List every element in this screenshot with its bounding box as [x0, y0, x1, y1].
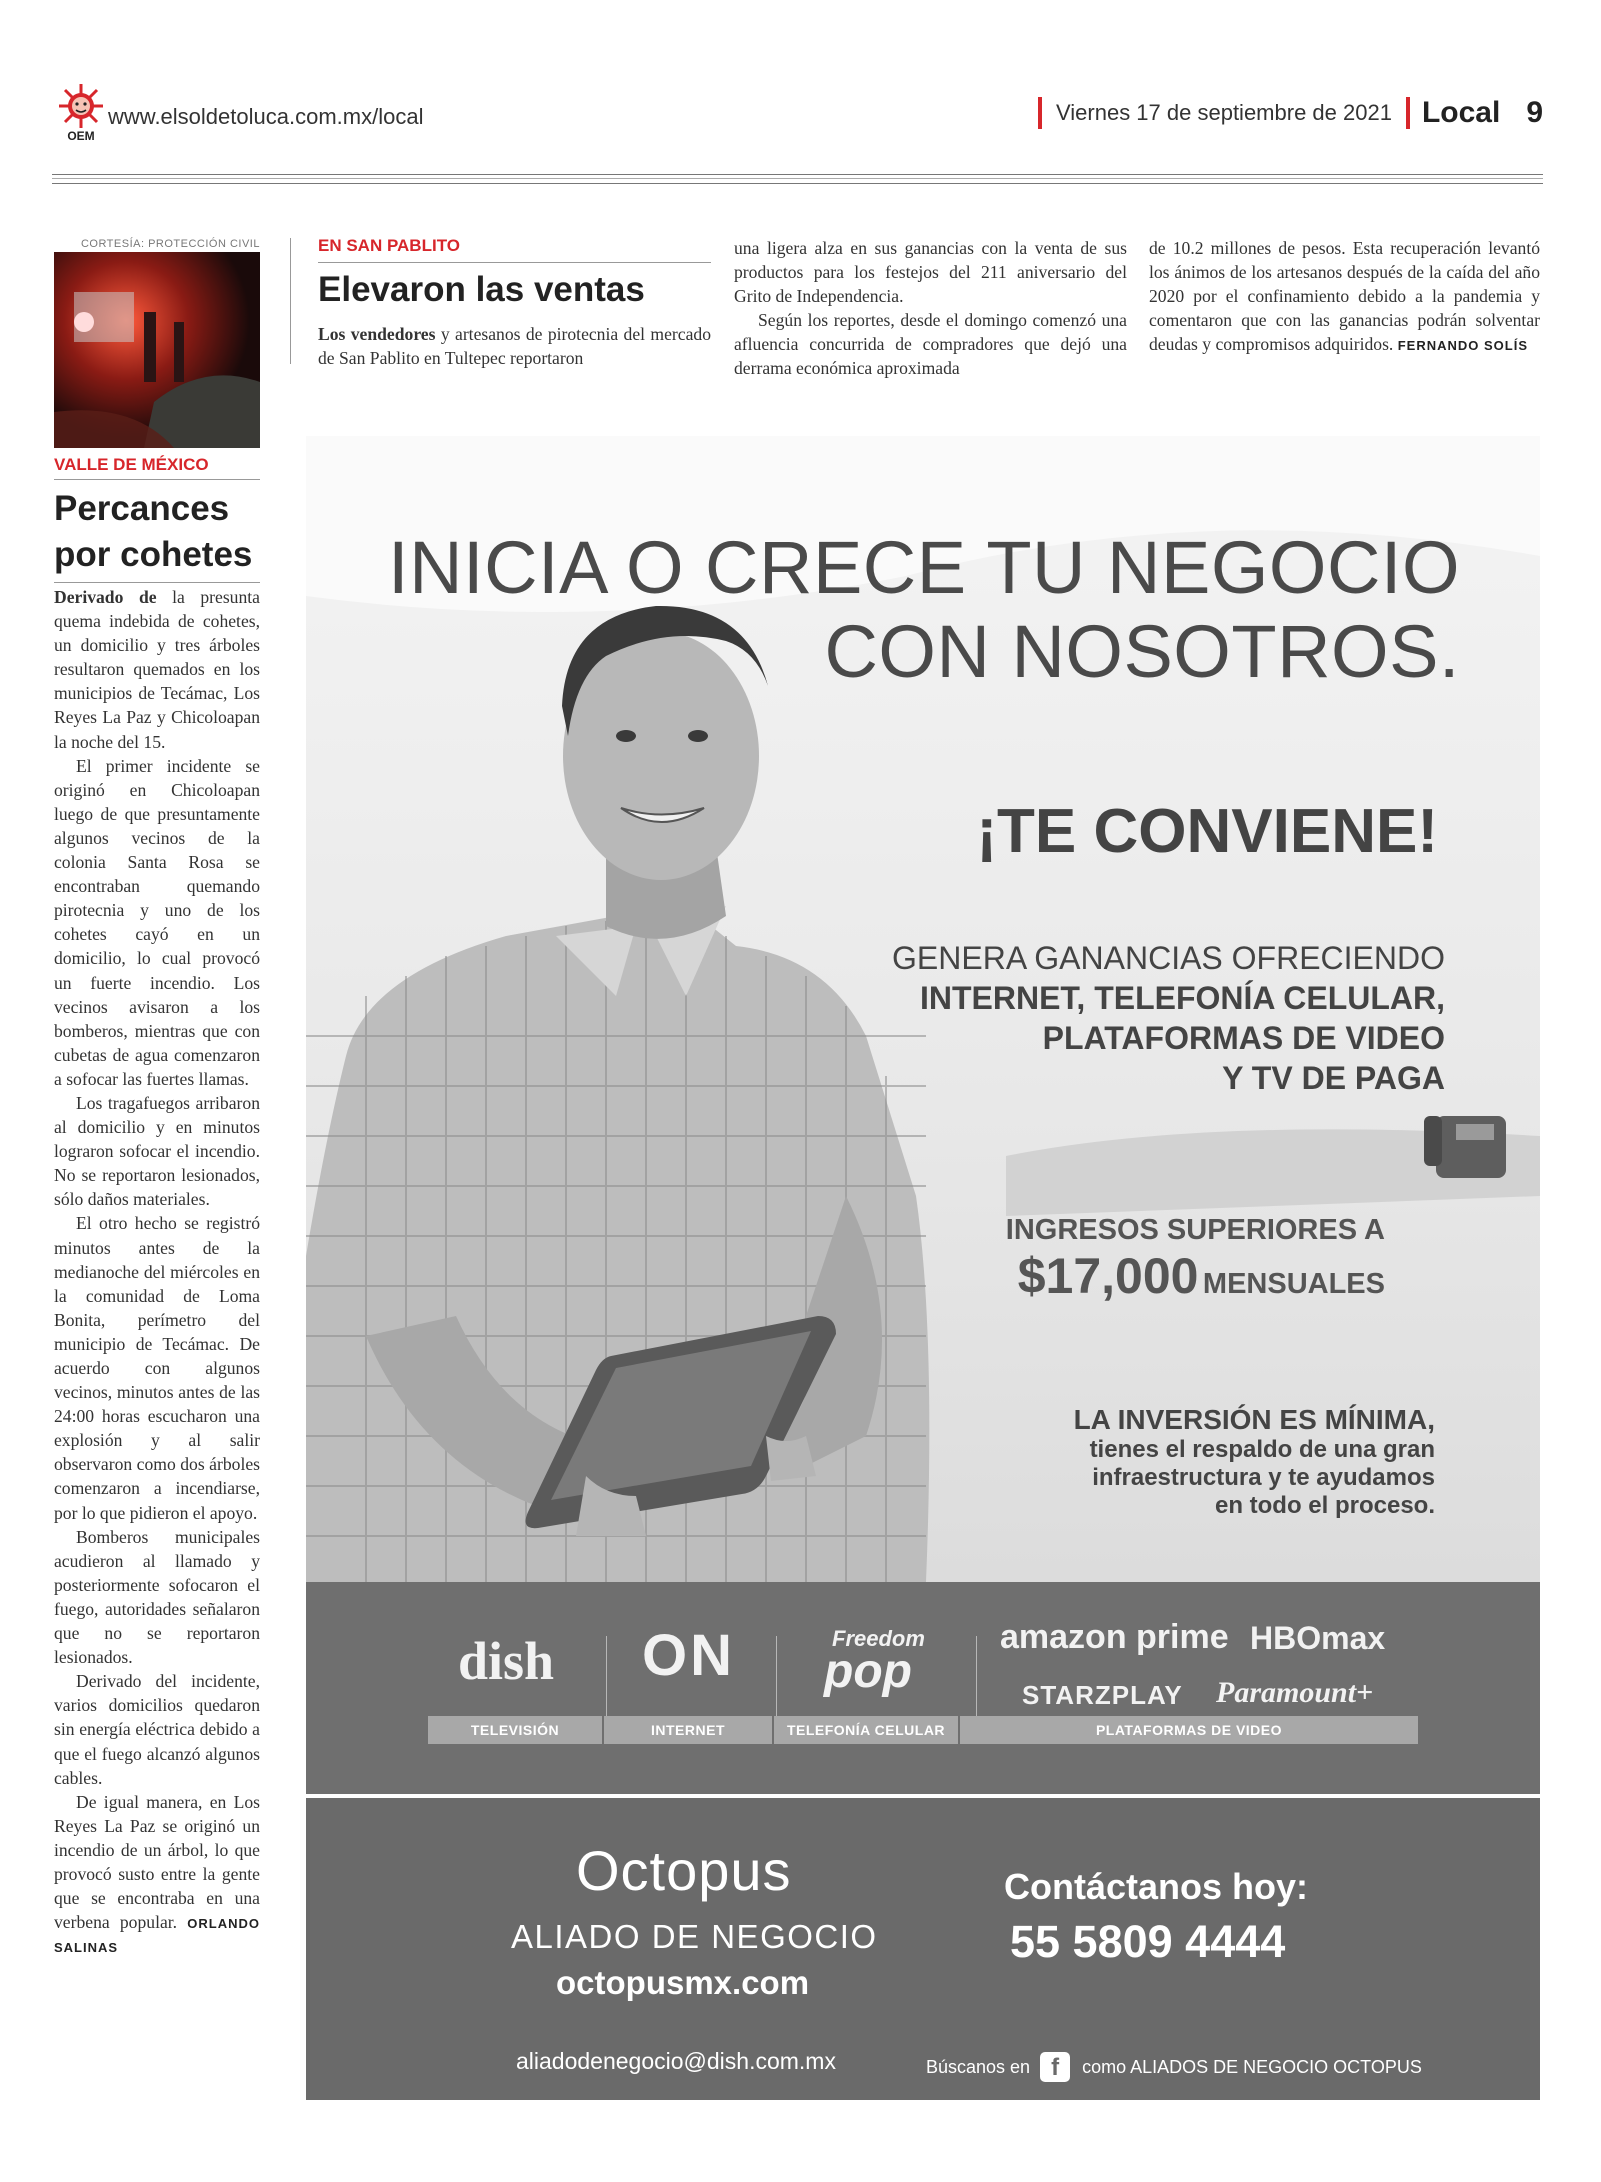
top-story-byline: FERNANDO SOLÍS — [1397, 338, 1529, 353]
contact-heading: Contáctanos hoy: — [1004, 1866, 1309, 1907]
octopus-website-link[interactable]: octopusmx.com — [556, 1964, 810, 2001]
label-internet: INTERNET — [604, 1716, 774, 1744]
column-separator — [290, 238, 291, 364]
facebook-line: Búscanos en f como ALIADOS DE NEGOCIO OCTOPUS — [926, 2054, 1422, 2081]
top-story-kicker: EN SAN PABLITO — [318, 236, 711, 263]
octopus-advertisement — [306, 436, 1540, 2100]
photo-credit: CORTESÍA: PROTECCIÓN CIVIL — [80, 238, 260, 250]
svg-text:OEM: OEM — [67, 129, 95, 142]
left-story-kicker: VALLE DE MÉXICO — [54, 455, 260, 480]
octopus-tagline: ALIADO DE NEGOCIO — [511, 1918, 878, 1955]
top-story-column-1: Los vendedores y artesanos de pirotecnia del mercado de San Pablito en Tultepec reportaron — [318, 324, 711, 368]
ad-contact-panel — [306, 1798, 1540, 2100]
section-red-bar — [1406, 97, 1410, 129]
left-story-paragraph: El primer incidente se originó en Chicoloapan luego de que presuntamente algunos vecinos de la colonia Santa Rosa se encontraban quemando pirotecnia y uno de los cohetes cayó en un domicilio, lo cual provocó un fuerte incendio. Los vecinos avisaron a los bomberos, mientras que con cubetas de agua comenzaron a sofocar las fuertes llamas. — [54, 755, 260, 1089]
left-story-paragraph: Los tragafuegos arribaron al domicilio y en minutos lograron sofocar el incendio. No se reportaron lesionados, sólo daños materiales. — [54, 1092, 260, 1210]
amazon-prime-logo: amazon prime — [1000, 1618, 1229, 1656]
page-number: 9 — [1526, 96, 1543, 129]
ad-brands-bar — [306, 1582, 1540, 1794]
ad-investment-text: LA INVERSIÓN ES MÍNIMA, tienes el respaldo de una gran infraestructura y te ayudamos en todo el proceso. — [1073, 1404, 1435, 1519]
section-name: Local — [1421, 96, 1501, 129]
dish-logo: dish — [458, 1631, 555, 1691]
paramount-plus-logo: Paramount+ — [1216, 1676, 1374, 1709]
label-television: TELEVISIÓN — [428, 1716, 604, 1744]
left-story-paragraph: De igual manera, en Los Reyes La Paz se originó un incendio de un árbol, lo que provocó susto entre la gente que se encontraba en una verbena popular. ORLANDO SALINAS — [54, 1791, 260, 1956]
fire-scene-photo — [54, 252, 260, 448]
left-story-body — [54, 585, 260, 1958]
freedom-pop-logo-top: Freedom — [832, 1626, 925, 1651]
oem-sun-logo-icon — [52, 82, 110, 142]
contact-email-link[interactable]: aliadodenegocio@dish.com.mx — [516, 2048, 836, 2074]
desk-phone-icon — [1424, 1116, 1506, 1178]
brand-category-labels — [428, 1716, 1418, 1744]
left-story-paragraph: Bomberos municipales acudieron al llamado y posteriormente sofocaron el fuego, autoridades señalaron que no se reportaron lesionados. — [54, 1526, 260, 1668]
left-story-paragraph: Derivado de la presunta quema indebida de cohetes, un domicilio y tres árboles resultaron quemados en los municipios de Tecámac, Los Reyes La Paz y Chicoloapan la noche del 15. — [54, 587, 260, 752]
header-right — [1038, 96, 1543, 130]
on-logo: ON — [642, 1623, 735, 1688]
starzplay-logo: STARZPLAY — [1022, 1680, 1183, 1710]
ad-services-text: GENERA GANANCIAS OFRECIENDO INTERNET, TELEFONÍA CELULAR, PLATAFORMAS DE VIDEO Y TV DE PAGA — [892, 940, 1445, 1096]
ad-headline: INICIA O CRECE TU NEGOCIO CON NOSOTROS. — [388, 526, 1460, 693]
label-video-platforms: PLATAFORMAS DE VIDEO — [1095, 1722, 1283, 1738]
brand-separator — [606, 1636, 607, 1718]
date-red-bar — [1038, 97, 1042, 129]
man-with-tablet-icon — [306, 606, 929, 1582]
ad-income-text: INGRESOS SUPERIORES A $17,000 MENSUALES — [1005, 1214, 1385, 1304]
facebook-icon[interactable]: f — [1040, 2052, 1070, 2082]
octopus-logo: Octopus — [576, 1839, 792, 1902]
contact-phone[interactable]: 55 5809 4444 — [1010, 1916, 1286, 1967]
hbo-max-logo: HBOmax — [1250, 1620, 1386, 1656]
label-mobile: TELEFONÍA CELULAR — [774, 1716, 960, 1744]
header-url[interactable]: www.elsoldetoluca.com.mx/local — [108, 104, 424, 129]
top-story-column-3: de 10.2 millones de pesos. Esta recuperación levantó los ánimos de los artesanos después de la caída del año 2020 por el confinamiento debido a la pandemia y comentaron que con las ganancias podrán solventar deudas y compromisos adquiridos. FERNANDO SOLÍS — [1149, 238, 1540, 354]
top-story-headline: Elevaron las ventas — [318, 270, 645, 309]
left-story-paragraph: El otro hecho se registró minutos antes de la medianoche del miércoles en la comunidad de Loma Bonita, perímetro del municipio de Tecámac. De acuerdo con algunos vecinos, minutos antes de las 24:00 horas escucharon una explosión y al salir observaron como dos árboles comenzaron a incendiarse, por lo que pidieron el apoyo. — [54, 1213, 260, 1523]
header-date: Viernes 17 de septiembre de 2021 — [1056, 100, 1392, 125]
ad-hero — [306, 436, 1540, 1582]
left-story-paragraph: Derivado del incidente, varios domicilios quedaron sin energía eléctrica debido a que el fuego alcanzó algunos cables. — [54, 1671, 260, 1788]
freedom-pop-logo-bottom: pop — [824, 1645, 912, 1698]
left-story-byline: ORLANDO SALINAS — [54, 1916, 260, 1956]
brand-separator — [776, 1636, 777, 1718]
brand-separator — [976, 1636, 977, 1718]
top-story-column-2: una ligera alza en sus ganancias con la venta de sus productos para los festejos del 211 aniversario del Grito de Independencia. Según los reportes, desde el domingo comenzó una afluencia concurrida de compradores que dejó una derrama económica aproximada — [734, 238, 1127, 378]
left-story-headline: Percances por cohetes — [54, 486, 260, 583]
header-rule — [52, 174, 1543, 184]
ad-te-conviene: ¡TE CONVIENE! — [976, 797, 1438, 866]
